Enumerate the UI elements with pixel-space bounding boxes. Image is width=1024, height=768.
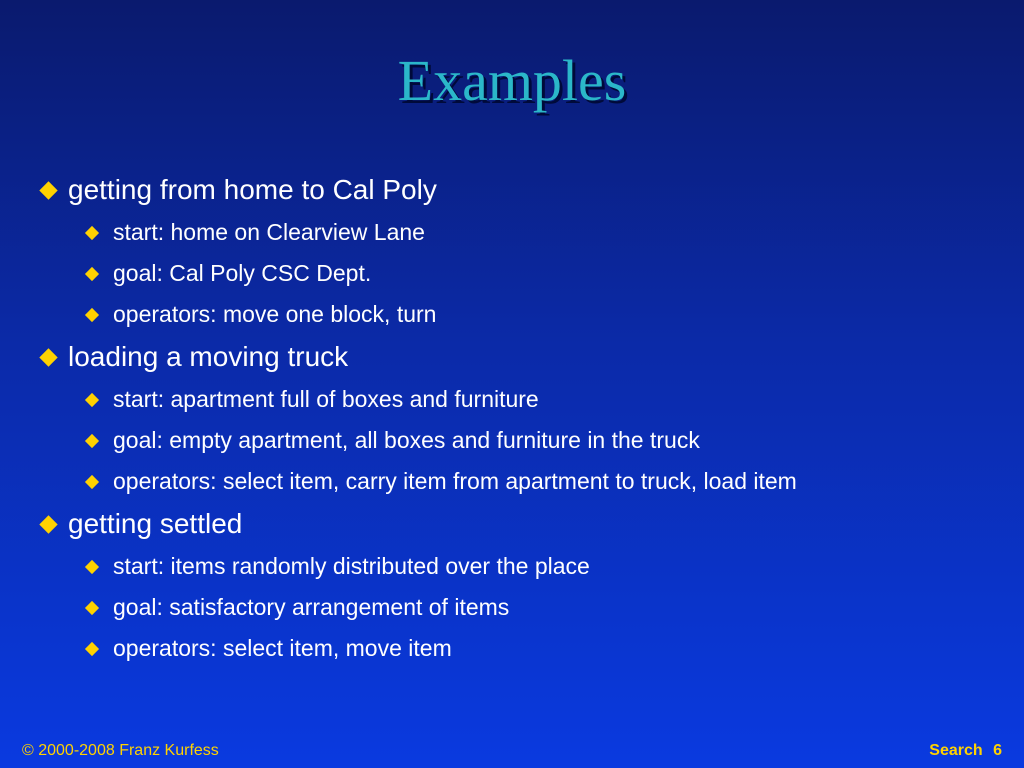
bullet-item [38,502,998,546]
sub-bullet-item [38,461,998,502]
diamond-bullet-icon [85,559,99,573]
diamond-bullet-icon [39,181,57,199]
sub-bullet-item [38,546,998,587]
bullet-list [38,168,998,669]
title-area [0,48,1024,113]
diamond-bullet-icon [85,307,99,321]
sub-bullet-text: goal: empty apartment, all boxes and furniture in the truck [113,427,700,453]
diamond-bullet-icon [39,515,57,533]
diamond-bullet-icon [85,474,99,488]
diamond-bullet-icon [85,392,99,406]
bullet-item [38,168,998,212]
diamond-bullet-icon [39,348,57,366]
diamond-bullet-icon [85,433,99,447]
sub-bullet-item [38,628,998,669]
footer-page-info [923,742,1002,760]
diamond-bullet-icon [85,600,99,614]
sub-bullet-text: start: home on Clearview Lane [113,219,425,245]
sub-bullet-item [38,587,998,628]
sub-bullet-item [38,420,998,461]
sub-bullet-item [38,253,998,294]
bullet-text: getting settled [68,508,243,539]
sub-bullet-item [38,294,998,335]
bullet-item [38,335,998,379]
sub-bullet-text: operators: move one block, turn [113,301,437,327]
sub-bullet-item [38,212,998,253]
sub-bullet-text: operators: select item, carry item from apartment to truck, load item [113,468,797,494]
footer-page-number: 6 [993,742,1002,759]
sub-bullet-text: goal: Cal Poly CSC Dept. [113,260,372,286]
slide-title: Examples [397,48,627,113]
sub-bullet-text: start: items randomly distributed over the place [113,553,590,579]
sub-bullet-text: goal: satisfactory arrangement of items [113,594,510,620]
diamond-bullet-icon [85,225,99,239]
sub-bullet-text: operators: select item, move item [113,635,452,661]
footer-copyright: © 2000-2008 Franz Kurfess [22,742,219,759]
sub-bullet-text: start: apartment full of boxes and furniture [113,386,539,412]
bullet-text: getting from home to Cal Poly [68,174,437,205]
bullet-text: loading a moving truck [68,341,349,372]
diamond-bullet-icon [85,266,99,280]
sub-bullet-item [38,379,998,420]
diamond-bullet-icon [85,641,99,655]
footer-section: Search [929,742,983,759]
